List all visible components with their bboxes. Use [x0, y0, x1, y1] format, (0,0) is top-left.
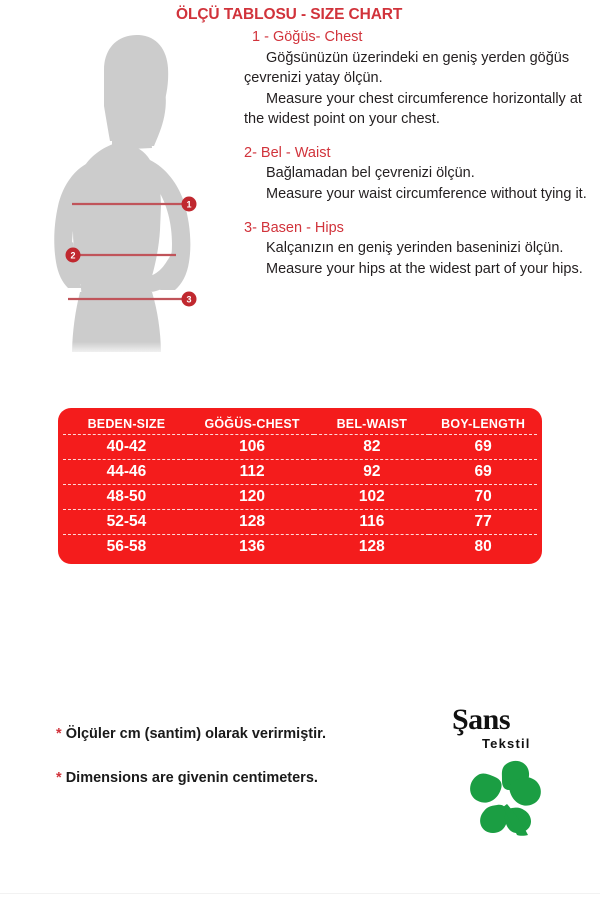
table-cell-waist: 128: [314, 535, 429, 562]
bottom-divider: [0, 893, 600, 894]
section-body-hips-tr: Kalçanızın en geniş yerinden baseninizi ölçün.: [266, 240, 564, 257]
table-header-cell: GÖĞÜS-CHEST: [190, 411, 315, 435]
table-row: [61, 510, 540, 535]
section-heading-waist: 2- Bel - Waist: [244, 144, 331, 161]
measure-marker-2-label: 2: [70, 250, 76, 261]
instruction-section-waist: [172, 143, 596, 205]
note-line-en: [56, 770, 456, 786]
note-line-tr: [56, 726, 456, 742]
table-row: [61, 435, 540, 460]
section-body-hips-en: Measure your hips at the widest part of your hips.: [266, 260, 583, 277]
size-table-container: [58, 408, 542, 564]
measure-marker-3-label: 3: [186, 294, 192, 305]
table-cell-waist: 116: [314, 510, 429, 535]
brand-name: Şans: [452, 703, 511, 736]
brand-subtitle: Tekstil: [482, 736, 531, 751]
table-cell-size: 44-46: [61, 460, 190, 485]
table-header-cell: BEDEN-SIZE: [61, 411, 190, 435]
table-cell-length: 69: [429, 435, 539, 460]
section-body-chest-tr: Göğsünüzün üzerindeki en geniş yerden göğüs çevrenizi yatay ölçün.: [244, 49, 570, 87]
size-table: [58, 408, 542, 564]
table-cell-waist: 82: [314, 435, 429, 460]
table-cell-size: 56-58: [61, 535, 190, 562]
section-body-waist-tr: Bağlamadan bel çevrenizi ölçün.: [266, 165, 475, 182]
section-heading-hips: 3- Basen - Hips: [244, 219, 344, 236]
table-cell-size: 48-50: [61, 485, 190, 510]
note-text-en: Dimensions are givenin centimeters.: [65, 770, 318, 786]
page-title: ÖLÇÜ TABLOSU - SIZE CHART: [176, 6, 403, 23]
note-star-icon: *: [56, 726, 62, 742]
table-cell-size: 52-54: [61, 510, 190, 535]
table-row: [61, 485, 540, 510]
table-header-cell: BOY-LENGTH: [429, 411, 539, 435]
silhouette-body: [54, 35, 190, 356]
note-text-tr: Ölçüler cm (santim) olarak verirmiştir.: [65, 726, 326, 742]
table-header-row: [61, 411, 540, 435]
note-star-icon: *: [56, 770, 62, 786]
table-cell-waist: 92: [314, 460, 429, 485]
instructions-panel: [172, 6, 596, 281]
instruction-section-chest: [172, 27, 596, 130]
section-heading-chest: 1 - Göğüs- Chest: [252, 29, 363, 45]
table-cell-chest: 128: [190, 510, 315, 535]
table-cell-chest: 120: [190, 485, 315, 510]
table-cell-chest: 106: [190, 435, 315, 460]
measure-marker-1-label: 1: [186, 199, 192, 210]
section-body-chest-en: Measure your chest circumference horizontally at the widest point on your chest.: [244, 90, 582, 128]
section-body-waist-en: Measure your waist circumference without tying it.: [266, 186, 587, 203]
table-row: [61, 535, 540, 562]
table-cell-length: 80: [429, 535, 539, 562]
table-cell-size: 40-42: [61, 435, 190, 460]
instruction-section-hips: [172, 218, 596, 280]
table-row: [61, 460, 540, 485]
clover-icon: [462, 757, 548, 839]
footer-notes: [56, 726, 456, 814]
table-cell-chest: 112: [190, 460, 315, 485]
brand-logo: [452, 705, 562, 839]
table-cell-chest: 136: [190, 535, 315, 562]
table-header-cell: BEL-WAIST: [314, 411, 429, 435]
table-cell-waist: 102: [314, 485, 429, 510]
table-cell-length: 70: [429, 485, 539, 510]
table-cell-length: 77: [429, 510, 539, 535]
table-cell-length: 69: [429, 460, 539, 485]
